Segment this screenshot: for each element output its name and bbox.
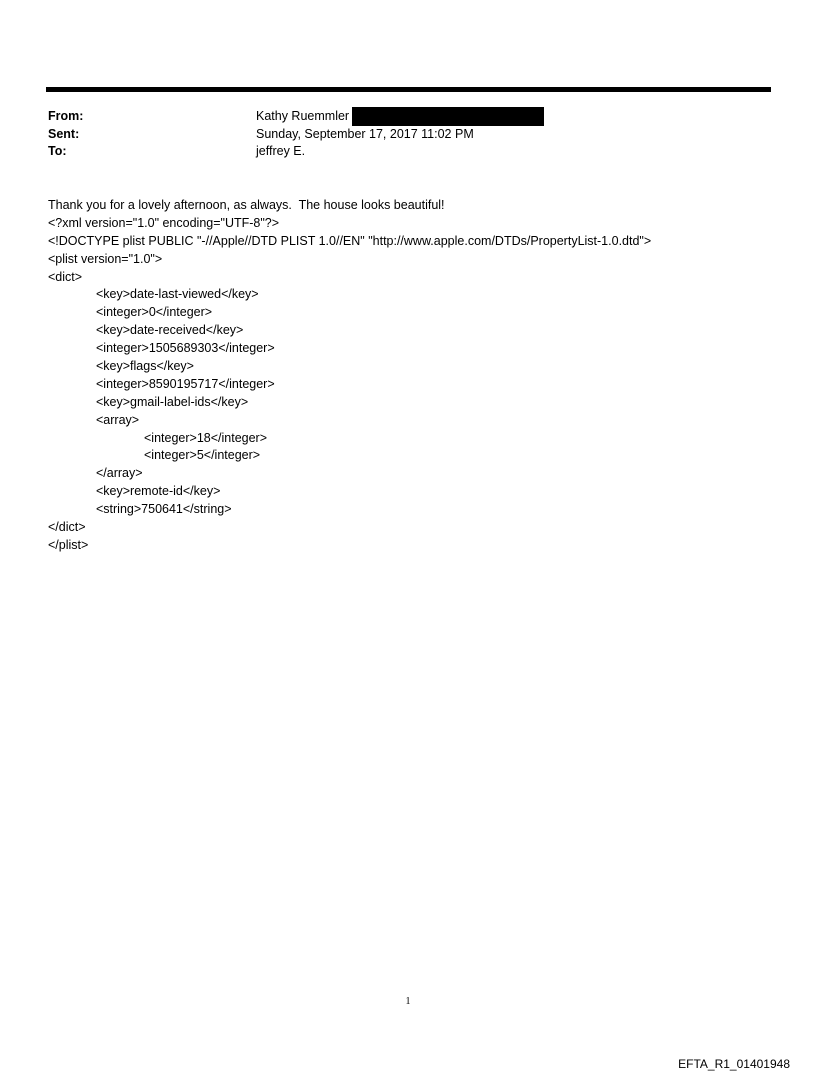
doctype-line: <!DOCTYPE plist PUBLIC "-//Apple//DTD PLIST 1.0//EN" "http://www.apple.com/DTDs/PropertyList-1.0.dtd"> <box>48 233 652 248</box>
email-header <box>48 108 748 161</box>
plist-line: <integer>0</integer> <box>96 305 213 320</box>
plist-line: <integer>1505689303</integer> <box>96 341 275 356</box>
plist-line: <array> <box>96 412 140 427</box>
email-body <box>48 197 788 555</box>
plist-line: <key>date-last-viewed</key> <box>96 287 259 302</box>
plist-line: <string>750641</string> <box>96 502 232 517</box>
redaction-box <box>352 107 544 126</box>
plist-line: <key>flags</key> <box>96 359 194 374</box>
xml-declaration-line: <?xml version="1.0" encoding="UTF-8"?> <box>48 215 280 230</box>
to-row <box>48 143 748 161</box>
plist-line: <integer>18</integer> <box>144 430 268 445</box>
to-label: To: <box>48 144 67 158</box>
from-value-wrap <box>256 108 544 126</box>
plist-close-line: </plist> <box>48 537 89 552</box>
plist-line: <key>remote-id</key> <box>96 484 221 499</box>
plist-open-line: <plist version="1.0"> <box>48 251 163 266</box>
plist-line: <integer>5</integer> <box>144 448 261 463</box>
message-line: Thank you for a lovely afternoon, as always. The house looks beautiful! <box>48 198 445 212</box>
dict-open-line: <dict> <box>48 269 83 284</box>
from-row <box>48 108 748 126</box>
header-rule <box>46 87 771 92</box>
plist-line: </array> <box>96 466 143 481</box>
sent-label: Sent: <box>48 126 80 141</box>
from-label: From: <box>48 109 84 123</box>
plist-line: <integer>8590195717</integer> <box>96 376 275 391</box>
dict-close-line: </dict> <box>48 520 86 535</box>
plist-line: <key>gmail-label-ids</key> <box>96 394 249 409</box>
to-value: jeffrey E. <box>256 144 306 158</box>
document-id: EFTA_R1_01401948 <box>678 1057 790 1071</box>
sent-row <box>48 126 748 144</box>
plist-line: <key>date-received</key> <box>96 323 244 338</box>
sent-value: Sunday, September 17, 2017 11:02 PM <box>256 126 474 141</box>
page-number: 1 <box>405 996 411 1007</box>
from-value: Kathy Ruemmler <box>256 109 350 123</box>
